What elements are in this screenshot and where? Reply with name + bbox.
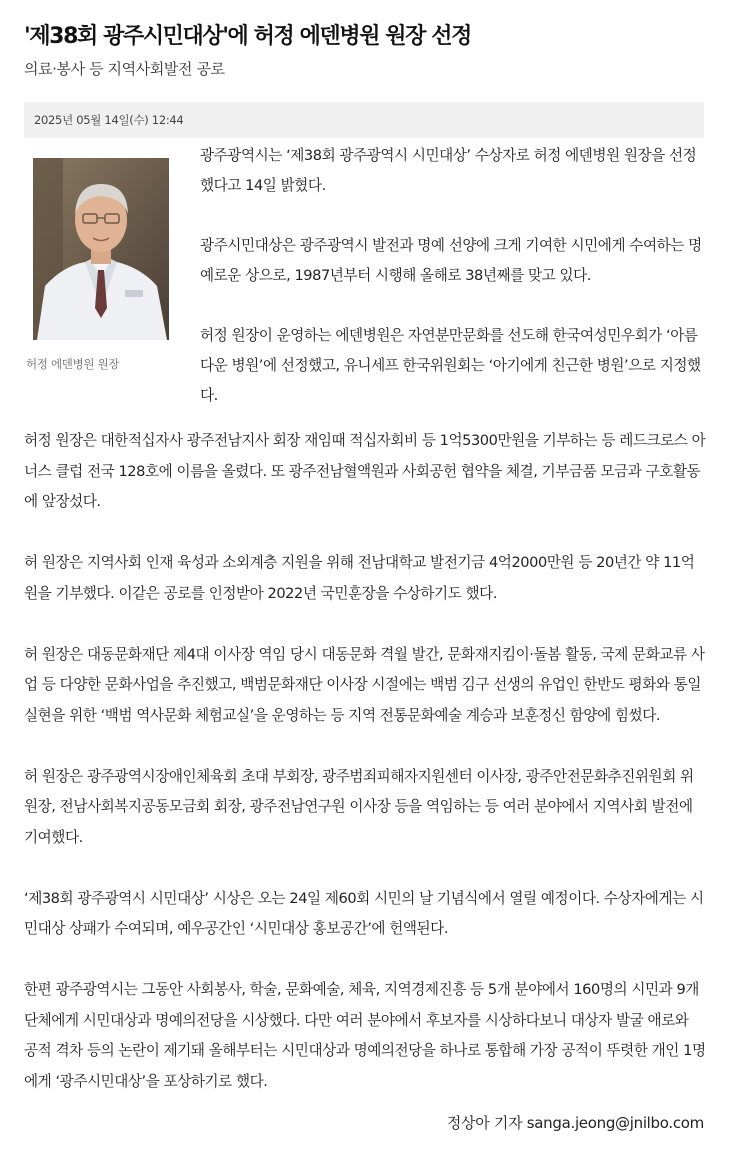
paragraph: 허 원장은 대동문화재단 제4대 이사장 역임 당시 대동문화 격월 발간, 문화재지킴이·돌봄 활동, 국제 문화교류 사업 등 다양한 문화사업을 추진했고, 백범문화재단 이사장 시절에는 백범 김구 선생의 유업인 한반도 평화와 통일 실현을 위한 ‘백범 역사문화 체험교실’을 운영하는 등 지역 전통문화예술 계승과 보훈정신 함양에 힘썼다. (24, 645, 705, 724)
intro-text (200, 141, 705, 441)
portrait-image (33, 158, 169, 340)
article-subtitle: 의료·봉사 등 지역사회발전 공로 (24, 60, 225, 78)
publish-date: 2025년 05월 14일(수) 12:44 (34, 113, 184, 127)
paragraph: 허 원장은 지역사회 인재 육성과 소외계층 지원을 위해 전남대학교 발전기금 4억2000만원 등 20년간 약 11억원을 기부했다. 이같은 공로를 인정받아 2022년 국민훈장을 수상하기도 했다. (24, 554, 695, 602)
reporter-byline: 정상아 기자 sanga.jeong@jnilbo.com (446, 1114, 704, 1132)
portrait-photo[interactable] (33, 158, 169, 340)
paragraph: ‘제38회 광주광역시 시민대상’ 시상은 오는 24일 제60회 시민의 날 기념식에서 열릴 예정이다. 수상자에게는 시민대상 상패가 수여되며, 예우공간인 ‘시민대상 홍보공간’에 헌액된다. (24, 889, 704, 937)
paragraph: 허정 원장은 대한적십자사 광주전남지사 회장 재임때 적십자회비 등 1억5300만원을 기부하는 등 레드크로스 아너스 클럽 전국 128호에 이름을 올렸다. 또 광주전남혈액원과 사회공헌 협약을 체결, 기부금품 모금과 구호활동에 앞장섰다. (24, 432, 706, 510)
date-bar (24, 102, 704, 138)
photo-caption: 허정 에덴병원 원장 (26, 357, 120, 371)
paragraph: 한편 광주광역시는 그동안 사회봉사, 학술, 문화예술, 체육, 지역경제진흥 등 5개 분야에서 160명의 시민과 9개 단체에게 시민대상과 명예의전당을 시상했다. 다만 여러 분야에서 후보자를 시상하다보니 대상자 발굴 애로와 공적 격차 등의 논란이 제기돼 올해부터는 시민대상과 명예의전당을 하나로 통합해 가장 공적이 뚜렷한 개인 1명에게 ‘광주시민대상’을 포상하기로 했다. (24, 981, 706, 1090)
paragraph: 허 원장은 광주광역시장애인체육회 초대 부회장, 광주범죄피해자지원센터 이사장, 광주안전문화추진위원회 위원장, 전남사회복지공동모금회 회장, 광주전남연구원 이사장 등을 역임하는 등 여러 분야에서 지역사회 발전에 기여했다. (24, 767, 694, 846)
article-body (24, 426, 706, 1128)
article-title: '제38회 광주시민대상'에 허정 에덴병원 원장 선정 (24, 24, 471, 49)
paragraph: 광주시민대상은 광주광역시 발전과 명예 선양에 크게 기여한 시민에게 수여하는 명예로운 상으로, 1987년부터 시행해 올해로 38년째를 맞고 있다. (200, 237, 702, 284)
paragraph: 허정 원장이 운영하는 에덴병원은 자연분만문화를 선도해 한국여성민우회가 ‘아름다운 병원’에 선정했고, 유니세프 한국위원회는 ‘아기에게 친근한 병원’으로 지정했다. (200, 327, 701, 404)
paragraph: 광주광역시는 ‘제38회 광주광역시 시민대상’ 수상자로 허정 에덴병원 원장을 선정했다고 14일 밝혔다. (200, 147, 697, 194)
